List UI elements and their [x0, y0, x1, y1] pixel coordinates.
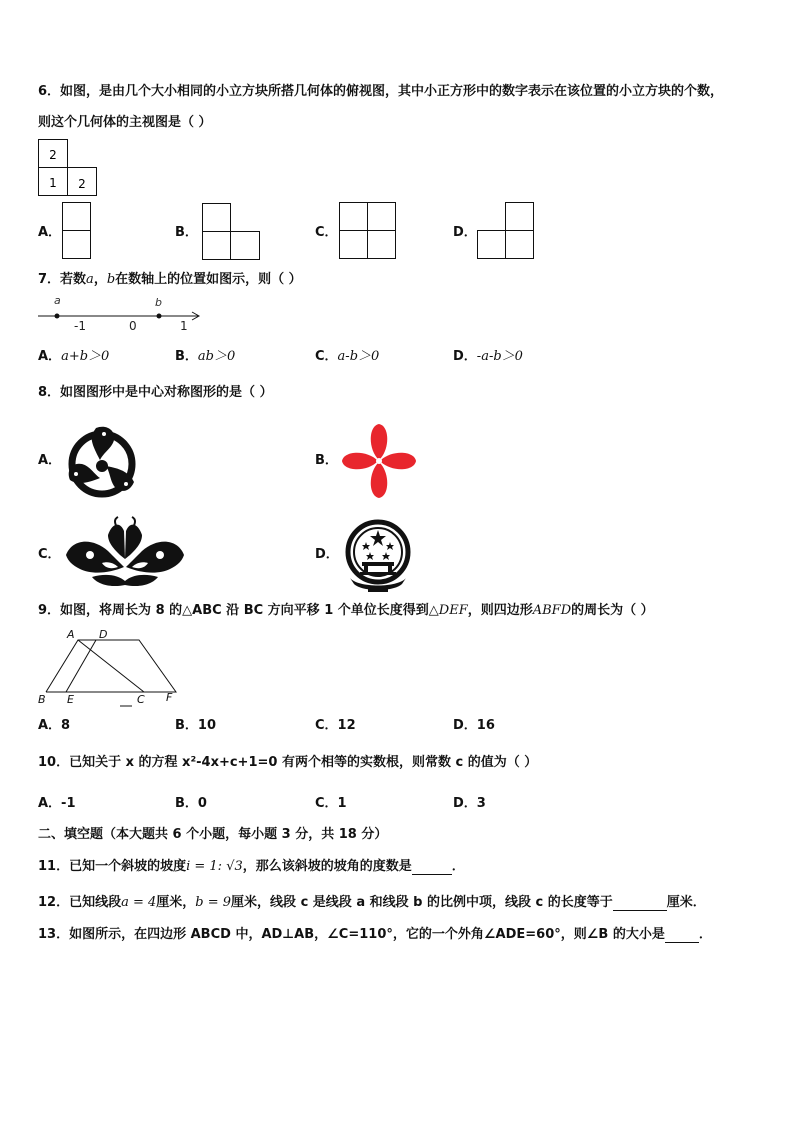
q13-stem [38, 927, 712, 943]
q8-option-a-label: A． [38, 453, 62, 468]
q9-option-a: A．8 [38, 718, 71, 733]
q7-option-a-letter: A． [38, 349, 62, 364]
q9-stem-post: 的周长为（ ） [571, 603, 654, 618]
q7-label-b: b [155, 296, 162, 309]
q7-option-c-expr: a-b＞0 [337, 349, 380, 364]
q7-point-b [157, 314, 162, 319]
q7-stem-tail: 在数轴上的位置如图示，则（ ） [115, 272, 302, 287]
q6-stem-line2: 则这个几何体的主视图是（ ） [38, 115, 212, 130]
q13-answer-blank[interactable] [665, 930, 699, 943]
q7-option-c [315, 349, 379, 365]
q6-option-c-figure [339, 202, 397, 260]
q7-option-c-letter: C． [315, 349, 338, 364]
q8-stem: 8．如图图形中是中心对称图形的是（ ） [38, 385, 273, 400]
q7-var-a: a [86, 272, 94, 287]
q6-grid-num-3: 2 [78, 177, 86, 191]
q7-label-a: a [54, 294, 61, 307]
q7-option-b [175, 349, 235, 365]
q9-label-b: B [38, 693, 46, 706]
q9-label-d: D [99, 628, 108, 641]
q6-option-a-figure [62, 202, 92, 260]
q9-label-e: E [67, 693, 74, 706]
q7-sep: ， [93, 272, 107, 287]
q6-grid-num-2: 1 [49, 176, 57, 190]
q9-translation-figure [36, 626, 182, 708]
q12-end: 厘米． [666, 895, 706, 910]
q8-option-c-label: C． [38, 547, 61, 562]
q10-option-b: B．0 [175, 796, 207, 811]
q11-end: ． [451, 859, 465, 874]
q7-stem [38, 272, 302, 288]
q6-stem-line1: 6．如图，是由几个大小相同的小立方块所搭几何体的俯视图，其中小正方形中的数字表示在该位置的小立方块的个数， [38, 84, 724, 99]
q8-option-d-label: D． [315, 547, 339, 562]
q6-top-view-grid [38, 139, 98, 197]
q7-number-line [38, 292, 203, 334]
q12-a-value: a = 4 [121, 895, 157, 910]
q6-option-a-label: A． [38, 225, 62, 240]
q6-option-c-label: C． [315, 225, 338, 240]
q8-option-d-figure [338, 514, 418, 596]
q8-option-a-figure [60, 420, 144, 502]
q10-option-a: A．-1 [38, 796, 76, 811]
q7-option-b-letter: B． [175, 349, 198, 364]
q8-option-b-label: B． [315, 453, 338, 468]
q9-label-a: A [67, 628, 75, 641]
q12-mid1: 厘米， [156, 895, 196, 910]
q7-point-a [55, 314, 60, 319]
q11-stem [38, 859, 465, 875]
q10-option-c: C．1 [315, 796, 347, 811]
q9-quad-abfd: ABFD [532, 603, 572, 618]
q7-option-d-letter: D． [453, 349, 477, 364]
q7-tick-0: 0 [129, 319, 137, 333]
q7-option-d [453, 349, 523, 365]
q7-option-a-expr: a+b＞0 [61, 349, 110, 364]
q12-b-value: b = 9 [195, 895, 232, 910]
q9-option-c: C．12 [315, 718, 356, 733]
q11-post: ，那么该斜坡的坡角的度数是 [242, 859, 412, 874]
q11-pre: 11．已知一个斜坡的坡度 [38, 859, 187, 874]
q7-option-a [38, 349, 109, 365]
q11-ratio: i = 1: √3 [186, 859, 243, 874]
q8-option-c-figure [62, 515, 188, 589]
section-heading: 二、填空题（本大题共 6 个小题，每小题 3 分，共 18 分） [38, 827, 388, 842]
q12-stem [38, 895, 706, 911]
q6-grid-num-1: 2 [49, 148, 57, 162]
q6-option-b-figure [202, 203, 261, 261]
q12-answer-blank[interactable] [613, 898, 667, 911]
q12-pre: 12．已知线段 [38, 895, 122, 910]
q8-option-b-figure [338, 420, 420, 502]
q7-tick-neg1: -1 [74, 319, 86, 333]
q7-option-d-expr: -a-b＞0 [476, 349, 523, 364]
q9-option-d: D．16 [453, 718, 495, 733]
q13-text: 13．如图所示，在四边形 ABCD 中，AD⊥AB，∠C=110°，它的一个外角∠ADE=60°，则∠B 的大小是 [38, 927, 665, 942]
q6-option-d-label: D． [453, 225, 477, 240]
q9-stem [38, 603, 654, 619]
q13-end: ． [698, 927, 712, 942]
q9-label-f: F [166, 691, 173, 704]
q9-stem-mid: ，则四边形 [467, 603, 533, 618]
q11-answer-blank[interactable] [412, 862, 452, 875]
q7-stem-start: 7．若数 [38, 272, 87, 287]
q7-var-b: b [106, 272, 116, 287]
q10-option-d: D．3 [453, 796, 486, 811]
q6-option-d-figure [477, 202, 535, 260]
q6-option-b-label: B． [175, 225, 198, 240]
q9-triangle-def: △DEF [428, 603, 468, 618]
q9-stem-pre: 9．如图，将周长为 8 的△ABC 沿 BC 方向平移 1 个单位长度得到 [38, 603, 429, 618]
q9-option-b: B．10 [175, 718, 216, 733]
q7-option-b-expr: ab＞0 [197, 349, 236, 364]
q9-label-c: C [137, 693, 145, 706]
q12-mid2: 厘米，线段 c 是线段 a 和线段 b 的比例中项，线段 c 的长度等于 [231, 895, 613, 910]
q10-stem: 10．已知关于 x 的方程 x²-4x+c+1=0 有两个相等的实数根，则常数 c 的值为（ ） [38, 755, 538, 770]
q7-tick-1: 1 [180, 319, 188, 333]
